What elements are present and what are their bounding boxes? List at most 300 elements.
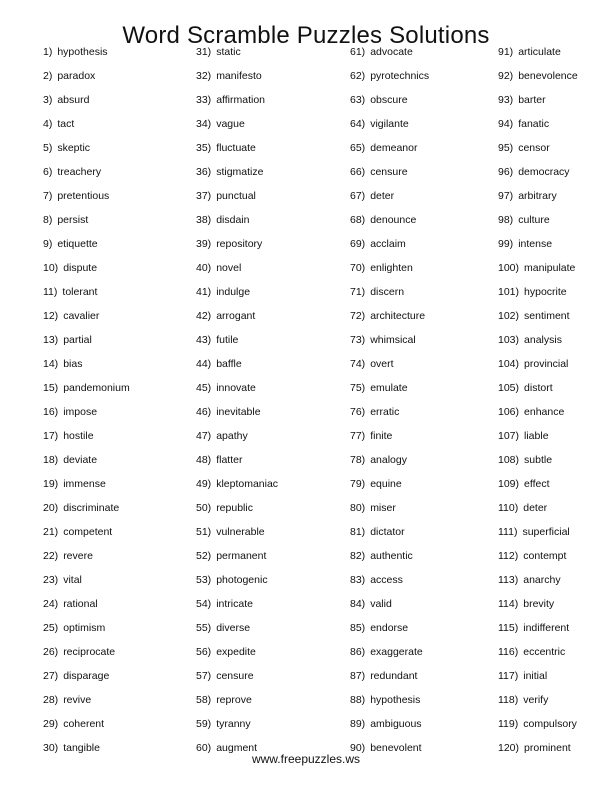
solution-number: 83) [350, 574, 366, 586]
solution-number: 114) [498, 598, 519, 610]
solution-number: 33) [196, 94, 212, 106]
solution-word: contempt [523, 550, 567, 562]
solution-number: 76) [350, 406, 366, 418]
solution-word: static [216, 46, 241, 58]
solution-word: ambiguous [370, 718, 422, 730]
solution-word: miser [370, 502, 396, 514]
solution-item [43, 88, 193, 112]
solution-word: exaggerate [370, 646, 423, 658]
solution-item [196, 208, 346, 232]
solution-word: subtle [524, 454, 553, 466]
solution-item [196, 352, 346, 376]
solution-number: 55) [196, 622, 212, 634]
solution-item [350, 640, 500, 664]
solution-item [350, 544, 500, 568]
solution-number: 77) [350, 430, 366, 442]
solution-word: tact [57, 118, 75, 130]
solution-item [498, 496, 612, 520]
solution-item [196, 160, 346, 184]
solution-number: 92) [498, 70, 514, 82]
solution-word: permanent [216, 550, 267, 562]
solution-word: sentiment [524, 310, 570, 322]
solution-word: brevity [523, 598, 555, 610]
solution-word: erratic [370, 406, 400, 418]
solution-number: 23) [43, 574, 59, 586]
solution-word: liable [524, 430, 549, 442]
solution-item [498, 328, 612, 352]
solution-word: coherent [63, 718, 105, 730]
solution-word: pandemonium [63, 382, 130, 394]
solution-item [350, 424, 500, 448]
solution-item [350, 496, 500, 520]
solution-word: discriminate [63, 502, 120, 514]
solution-number: 72) [350, 310, 366, 322]
solution-number: 75) [350, 382, 366, 394]
solution-number: 84) [350, 598, 366, 610]
solution-number: 38) [196, 214, 212, 226]
solution-word: finite [370, 430, 393, 442]
solution-item [43, 616, 193, 640]
solution-item [350, 352, 500, 376]
solution-number: 4) [43, 118, 53, 130]
solution-word: flatter [216, 454, 243, 466]
solution-word: vague [216, 118, 245, 130]
solution-item [498, 712, 612, 736]
solution-word: repository [216, 238, 263, 250]
solution-number: 30) [43, 742, 59, 754]
solution-item [196, 592, 346, 616]
solution-number: 64) [350, 118, 366, 130]
solution-word: tangible [63, 742, 100, 754]
solution-word: persist [57, 214, 89, 226]
solutions-column-2 [196, 40, 346, 760]
solution-item [498, 640, 612, 664]
solution-item [43, 184, 193, 208]
solution-item [350, 88, 500, 112]
solution-word: enlighten [370, 262, 413, 274]
solution-item [498, 664, 612, 688]
solution-number: 109) [498, 478, 520, 490]
solution-word: dictator [370, 526, 405, 538]
solution-item [43, 712, 193, 736]
solution-number: 82) [350, 550, 366, 562]
solution-number: 100) [498, 262, 520, 274]
solution-word: disparage [63, 670, 110, 682]
solution-number: 9) [43, 238, 53, 250]
solution-number: 67) [350, 190, 366, 202]
solution-word: competent [63, 526, 113, 538]
solution-number: 50) [196, 502, 212, 514]
solution-item [43, 40, 193, 64]
solution-number: 31) [196, 46, 212, 58]
solution-item [498, 472, 612, 496]
solution-number: 53) [196, 574, 212, 586]
solution-item [498, 112, 612, 136]
solution-number: 18) [43, 454, 59, 466]
solution-number: 107) [498, 430, 520, 442]
solution-item [43, 136, 193, 160]
solution-word: enhance [524, 406, 565, 418]
solution-number: 59) [196, 718, 212, 730]
solution-word: republic [216, 502, 253, 514]
solution-item [43, 280, 193, 304]
solution-word: revive [63, 694, 92, 706]
solution-item [350, 616, 500, 640]
solution-item [350, 40, 500, 64]
solution-number: 54) [196, 598, 212, 610]
solution-number: 96) [498, 166, 514, 178]
solution-word: optimism [63, 622, 106, 634]
solution-word: analysis [524, 334, 562, 346]
solution-item [43, 544, 193, 568]
solution-number: 89) [350, 718, 366, 730]
solution-item [350, 232, 500, 256]
solution-number: 56) [196, 646, 212, 658]
solution-number: 108) [498, 454, 520, 466]
solution-number: 46) [196, 406, 212, 418]
solution-number: 116) [498, 646, 519, 658]
solution-number: 42) [196, 310, 212, 322]
solution-item [498, 136, 612, 160]
solution-number: 66) [350, 166, 366, 178]
solution-number: 94) [498, 118, 514, 130]
solution-number: 90) [350, 742, 366, 754]
solution-item [350, 448, 500, 472]
solution-number: 25) [43, 622, 59, 634]
solution-number: 20) [43, 502, 59, 514]
solution-word: tyranny [216, 718, 251, 730]
solution-number: 41) [196, 286, 212, 298]
solution-number: 51) [196, 526, 212, 538]
solution-item [196, 640, 346, 664]
solution-number: 70) [350, 262, 366, 274]
solution-word: punctual [216, 190, 256, 202]
solution-number: 115) [498, 622, 519, 634]
solution-word: endorse [370, 622, 409, 634]
solution-number: 36) [196, 166, 212, 178]
solution-item [43, 520, 193, 544]
solution-item [350, 256, 500, 280]
solution-word: hypothesis [370, 694, 421, 706]
solution-number: 12) [43, 310, 59, 322]
solution-number: 14) [43, 358, 59, 370]
solution-item [196, 256, 346, 280]
solutions-column-4 [498, 40, 612, 760]
solution-number: 119) [498, 718, 519, 730]
solution-item [196, 88, 346, 112]
solution-number: 45) [196, 382, 212, 394]
solution-word: effect [524, 478, 550, 490]
solution-number: 58) [196, 694, 212, 706]
solution-item [498, 448, 612, 472]
solution-number: 29) [43, 718, 59, 730]
solution-item [350, 64, 500, 88]
solution-word: demeanor [370, 142, 418, 154]
solutions-column-1 [43, 40, 193, 760]
solution-item [196, 472, 346, 496]
solution-item [43, 304, 193, 328]
solution-word: advocate [370, 46, 413, 58]
solution-word: reciprocate [63, 646, 116, 658]
solution-word: valid [370, 598, 392, 610]
solution-item [43, 64, 193, 88]
solution-number: 43) [196, 334, 212, 346]
solution-number: 97) [498, 190, 514, 202]
solution-word: indifferent [523, 622, 570, 634]
solution-number: 21) [43, 526, 59, 538]
solution-word: initial [523, 670, 548, 682]
solution-word: manifesto [216, 70, 262, 82]
solution-item [196, 40, 346, 64]
solution-number: 74) [350, 358, 366, 370]
solution-word: deviate [63, 454, 98, 466]
solution-number: 3) [43, 94, 53, 106]
solution-item [498, 568, 612, 592]
solution-item [43, 472, 193, 496]
solution-number: 61) [350, 46, 366, 58]
solution-number: 34) [196, 118, 212, 130]
solution-number: 26) [43, 646, 59, 658]
solution-item [196, 664, 346, 688]
solution-number: 117) [498, 670, 519, 682]
solution-word: barter [518, 94, 546, 106]
solution-number: 110) [498, 502, 519, 514]
solution-number: 60) [196, 742, 212, 754]
solution-number: 39) [196, 238, 212, 250]
solution-item [196, 232, 346, 256]
solution-item [43, 688, 193, 712]
solution-number: 80) [350, 502, 366, 514]
solution-item [196, 280, 346, 304]
solution-item [196, 304, 346, 328]
solution-word: affirmation [216, 94, 266, 106]
solution-word: photogenic [216, 574, 268, 586]
solution-item [196, 448, 346, 472]
solution-number: 99) [498, 238, 514, 250]
solution-word: stigmatize [216, 166, 264, 178]
solution-item [498, 352, 612, 376]
solution-number: 95) [498, 142, 514, 154]
solution-item [350, 472, 500, 496]
solution-item [43, 352, 193, 376]
solution-number: 68) [350, 214, 366, 226]
solution-number: 63) [350, 94, 366, 106]
solution-number: 81) [350, 526, 366, 538]
solution-number: 57) [196, 670, 212, 682]
solution-number: 2) [43, 70, 53, 82]
solution-item [196, 376, 346, 400]
solution-number: 120) [498, 742, 520, 754]
solution-word: deter [523, 502, 548, 514]
solution-number: 22) [43, 550, 59, 562]
solution-number: 86) [350, 646, 366, 658]
solution-word: diverse [216, 622, 251, 634]
solution-word: bias [63, 358, 83, 370]
solution-number: 5) [43, 142, 53, 154]
solution-item [196, 496, 346, 520]
solution-word: paradox [57, 70, 96, 82]
solution-number: 73) [350, 334, 366, 346]
solution-word: provincial [524, 358, 569, 370]
solution-number: 40) [196, 262, 212, 274]
solution-number: 91) [498, 46, 514, 58]
solution-word: whimsical [370, 334, 416, 346]
solution-item [498, 184, 612, 208]
solution-item [196, 424, 346, 448]
solution-word: fanatic [518, 118, 550, 130]
solution-item [350, 520, 500, 544]
solution-word: arbitrary [518, 190, 557, 202]
solution-word: hypocrite [524, 286, 567, 298]
solution-word: inevitable [216, 406, 261, 418]
solution-word: baffle [216, 358, 242, 370]
solution-item [498, 88, 612, 112]
solution-item [43, 256, 193, 280]
solution-item [43, 400, 193, 424]
solution-item [350, 568, 500, 592]
solution-number: 111) [498, 526, 518, 538]
solution-word: prominent [524, 742, 571, 754]
solution-number: 10) [43, 262, 59, 274]
solution-item [498, 616, 612, 640]
solution-number: 6) [43, 166, 53, 178]
solution-item [350, 112, 500, 136]
solution-item [498, 208, 612, 232]
solution-item [196, 568, 346, 592]
solution-number: 27) [43, 670, 59, 682]
solution-word: vulnerable [216, 526, 265, 538]
solution-word: verify [523, 694, 549, 706]
solution-item [43, 568, 193, 592]
solution-item [498, 160, 612, 184]
solution-word: intricate [216, 598, 253, 610]
solution-number: 35) [196, 142, 212, 154]
solution-item [350, 664, 500, 688]
solution-item [498, 592, 612, 616]
solution-number: 103) [498, 334, 520, 346]
solution-number: 65) [350, 142, 366, 154]
solution-number: 79) [350, 478, 366, 490]
solution-word: redundant [370, 670, 418, 682]
solution-word: denounce [370, 214, 417, 226]
solutions-grid [0, 40, 612, 760]
solution-word: compulsory [523, 718, 577, 730]
solution-item [498, 280, 612, 304]
solution-item [196, 616, 346, 640]
solution-number: 8) [43, 214, 53, 226]
solution-word: vigilante [370, 118, 409, 130]
solution-word: acclaim [370, 238, 406, 250]
solution-number: 85) [350, 622, 366, 634]
solution-word: arrogant [216, 310, 256, 322]
solution-item [350, 184, 500, 208]
footer-url: www.freepuzzles.ws [251, 752, 361, 766]
solution-word: fluctuate [216, 142, 256, 154]
solution-word: articulate [518, 46, 561, 58]
solution-word: hostile [63, 430, 94, 442]
solution-word: novel [216, 262, 242, 274]
solution-word: emulate [370, 382, 408, 394]
solution-word: etiquette [57, 238, 98, 250]
solution-word: expedite [216, 646, 256, 658]
solution-item [498, 424, 612, 448]
solution-item [43, 424, 193, 448]
solution-item [196, 544, 346, 568]
solution-word: democracy [518, 166, 570, 178]
solution-item [350, 136, 500, 160]
solution-word: futile [216, 334, 239, 346]
solution-word: deter [370, 190, 395, 202]
solution-number: 13) [43, 334, 59, 346]
solution-item [350, 328, 500, 352]
solution-number: 112) [498, 550, 519, 562]
solution-word: dispute [63, 262, 98, 274]
solution-item [498, 232, 612, 256]
solutions-column-3 [350, 40, 500, 760]
solution-item [196, 400, 346, 424]
solution-item [350, 208, 500, 232]
solution-word: analogy [370, 454, 407, 466]
solution-word: reprove [216, 694, 252, 706]
solution-word: manipulate [524, 262, 576, 274]
solution-word: indulge [216, 286, 251, 298]
solution-number: 104) [498, 358, 520, 370]
solution-item [498, 64, 612, 88]
solution-word: immense [63, 478, 106, 490]
solution-word: anarchy [523, 574, 561, 586]
solution-number: 7) [43, 190, 53, 202]
solution-number: 11) [43, 286, 58, 298]
solution-item [43, 640, 193, 664]
solution-item [498, 304, 612, 328]
solution-item [196, 328, 346, 352]
solution-number: 37) [196, 190, 212, 202]
solution-word: censor [518, 142, 550, 154]
solution-item [498, 40, 612, 64]
solution-item [350, 376, 500, 400]
solution-item [43, 328, 193, 352]
solution-number: 49) [196, 478, 212, 490]
solution-word: impose [63, 406, 98, 418]
solution-word: tolerant [62, 286, 98, 298]
solution-number: 48) [196, 454, 212, 466]
solution-word: cavalier [63, 310, 100, 322]
solution-number: 62) [350, 70, 366, 82]
solution-item [196, 712, 346, 736]
solution-word: apathy [216, 430, 248, 442]
solution-word: augment [216, 742, 258, 754]
solution-item [350, 280, 500, 304]
solution-item [196, 112, 346, 136]
solution-word: intense [518, 238, 553, 250]
solution-word: skeptic [57, 142, 91, 154]
solution-item [498, 544, 612, 568]
solution-number: 69) [350, 238, 366, 250]
solution-item [196, 64, 346, 88]
solution-item [43, 376, 193, 400]
solution-number: 105) [498, 382, 520, 394]
solution-item [196, 688, 346, 712]
solution-word: overt [370, 358, 394, 370]
solution-number: 88) [350, 694, 366, 706]
solution-word: kleptomaniac [216, 478, 279, 490]
solution-word: censure [216, 670, 254, 682]
solution-item [43, 232, 193, 256]
solution-item [498, 400, 612, 424]
solution-word: treachery [57, 166, 102, 178]
solution-number: 44) [196, 358, 212, 370]
solution-word: obscure [370, 94, 408, 106]
